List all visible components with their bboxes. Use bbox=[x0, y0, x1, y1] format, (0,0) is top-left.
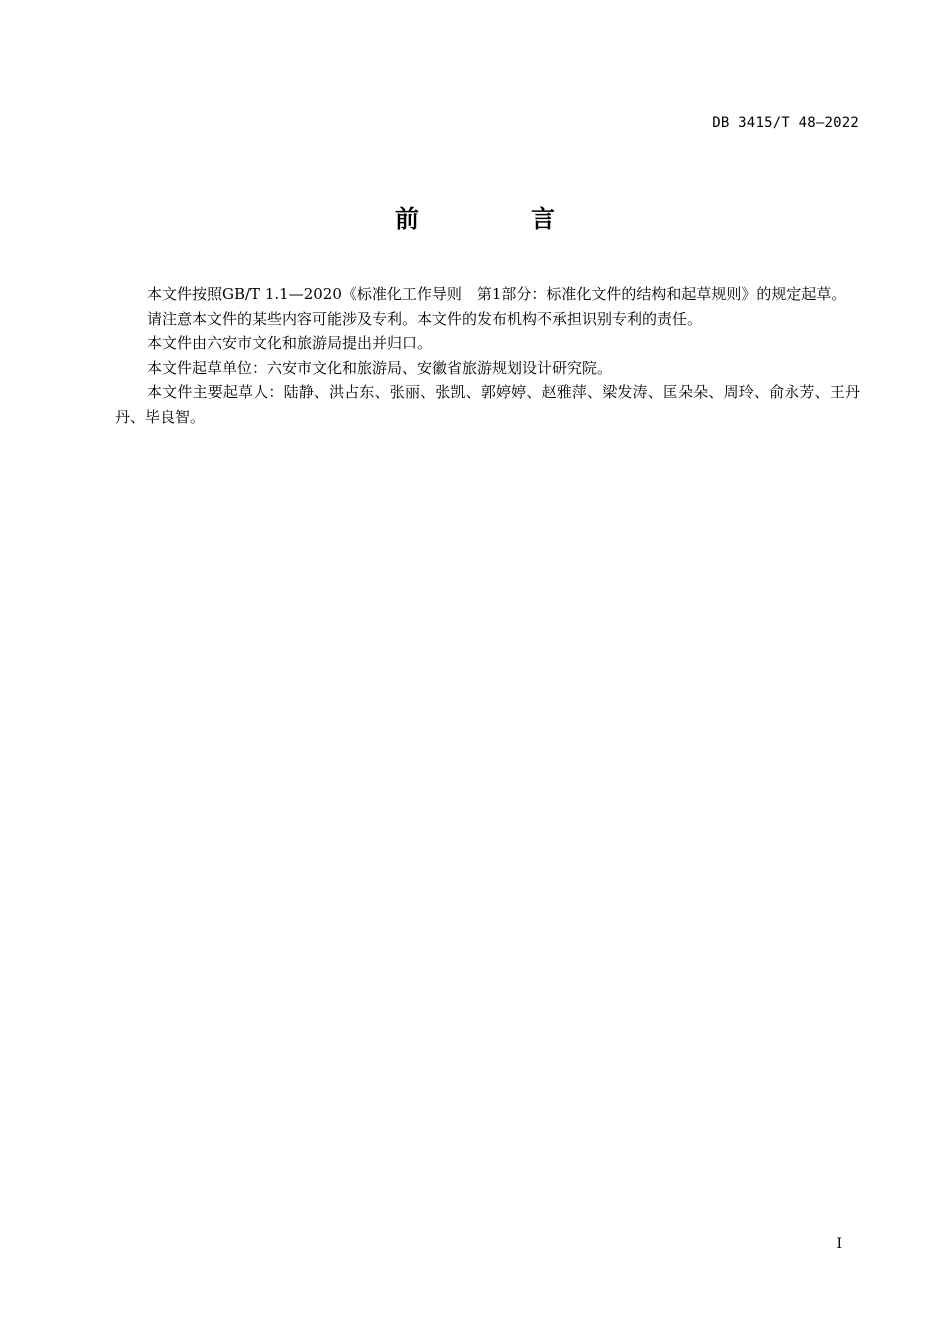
paragraph-drafters: 本文件主要起草人：陆静、洪占东、张丽、张凯、郭婷婷、赵雅萍、梁发涛、匡朵朵、周玲、俞永芳、王丹丹、毕良智。 bbox=[115, 383, 860, 426]
page-number: I bbox=[836, 1236, 842, 1252]
paragraph-proposer: 本文件由六安市文化和旅游局提出并归口。 bbox=[147, 334, 433, 352]
document-code: DB 3415/T 48—2022 bbox=[712, 115, 859, 131]
page-title: 前 言 bbox=[395, 205, 599, 233]
paragraph-drafting-rules: 本文件按照GB/T 1.1—2020《标准化工作导则 第1部分：标准化文件的结构和起草规则》的规定起草。 bbox=[147, 285, 847, 303]
paragraph-drafting-units: 本文件起草单位：六安市文化和旅游局、安徽省旅游规划设计研究院。 bbox=[147, 358, 613, 377]
foreword-body bbox=[115, 282, 860, 429]
paragraph-patent-notice: 请注意本文件的某些内容可能涉及专利。本文件的发布机构不承担识别专利的责任。 bbox=[147, 309, 703, 328]
